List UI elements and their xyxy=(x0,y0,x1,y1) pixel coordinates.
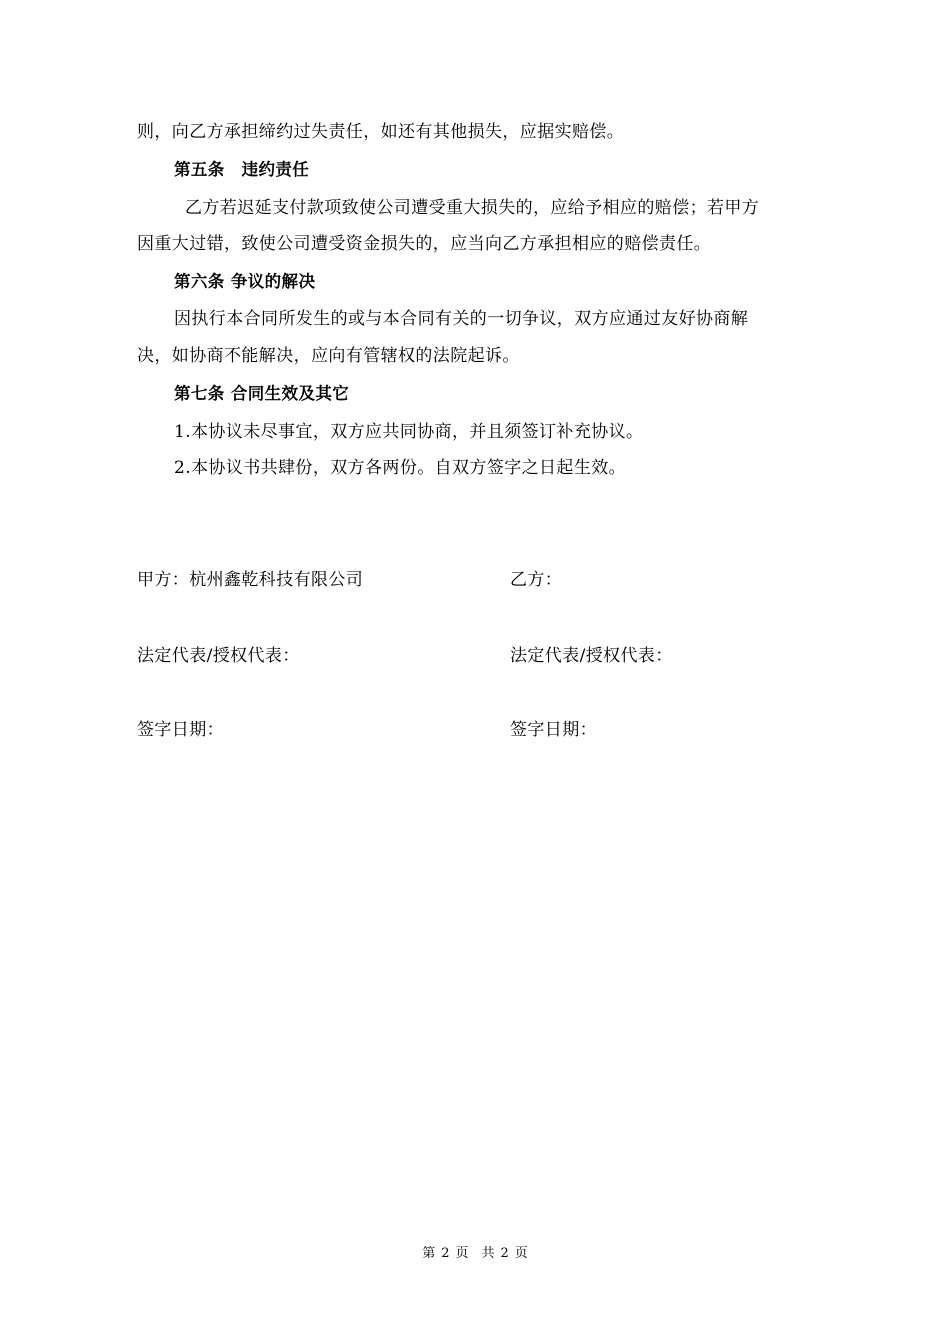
footer-current-page: 2 xyxy=(441,1246,450,1261)
article-6-line-2: 决，如协商不能解决，应向有管辖权的法院起诉。 xyxy=(137,346,520,366)
party-a-sign-date: 签字日期： xyxy=(137,720,224,740)
party-b-sign-date: 签字日期： xyxy=(510,720,597,740)
article-7-heading: 第七条 合同生效及其它 xyxy=(174,384,350,403)
continuation-paragraph: 则，向乙方承担缔约过失责任，如还有其他损失，应据实赔偿。 xyxy=(137,122,625,142)
article-5-line-1: 乙方若迟延支付款项致使公司遭受重大损失的，应给予相应的赔偿；若甲方 xyxy=(185,198,760,218)
footer-total-pages: 2 xyxy=(500,1246,509,1261)
party-a-representative: 法定代表/授权代表： xyxy=(137,646,300,666)
article-5-heading: 第五条 违约责任 xyxy=(174,160,310,179)
footer-mid: 页 共 xyxy=(455,1246,495,1261)
footer-prefix: 第 xyxy=(422,1246,436,1261)
article-7-item-1: 1.本协议未尽事宜，双方应共同协商，并且须签订补充协议。 xyxy=(174,422,644,442)
page-footer xyxy=(0,1244,950,1264)
party-a-name: 甲方：杭州鑫乾科技有限公司 xyxy=(137,570,364,590)
article-6-heading: 第六条 争议的解决 xyxy=(174,272,316,291)
footer-suffix: 页 xyxy=(514,1246,528,1261)
article-6-line-1: 因执行本合同所发生的或与本合同有关的一切争议，双方应通过友好协商解 xyxy=(174,309,749,329)
party-b-representative: 法定代表/授权代表： xyxy=(510,646,673,666)
article-5-line-2: 因重大过错，致使公司遭受资金损失的，应当向乙方承担相应的赔偿责任。 xyxy=(137,234,712,254)
party-b-name: 乙方： xyxy=(510,570,563,590)
article-7-item-2: 2.本协议书共肆份，双方各两份。自双方签字之日起生效。 xyxy=(174,458,627,478)
